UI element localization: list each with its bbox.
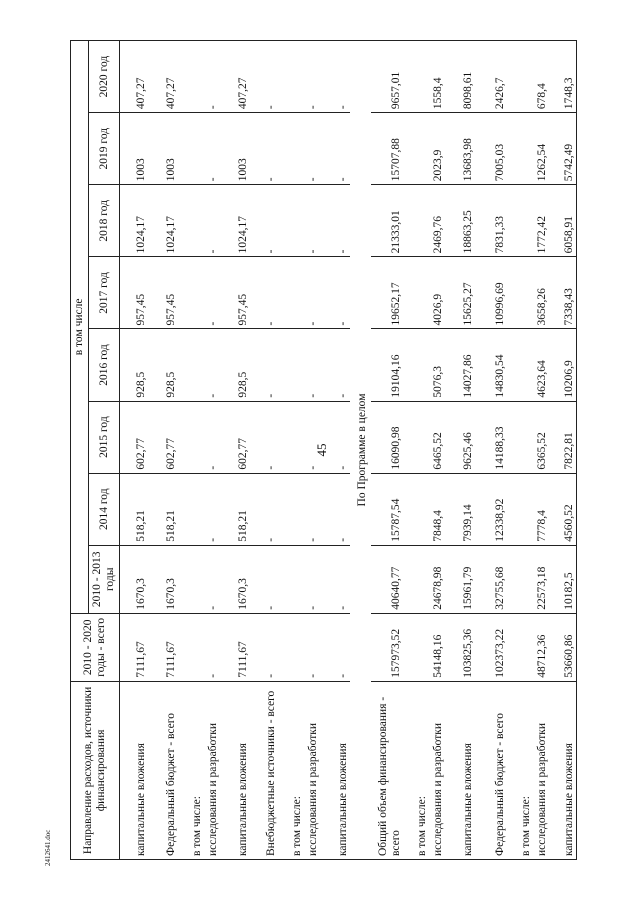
header-year: 2018 год [89,185,120,257]
cell-value [178,113,204,185]
cell-value: 16090,98 [371,401,403,473]
cell-value: 53660,86 [549,613,577,681]
row-label: капитальные вложения [320,681,350,859]
cell-value: 102373,22 [475,613,507,681]
cell-value: 407,27 [220,41,250,113]
header-year: 2010 - 2013 годы [89,545,120,613]
cell-value: 6465,52 [429,401,445,473]
cell-value: - [250,473,278,545]
cell-value [178,401,204,473]
cell-value: 678,4 [533,41,549,113]
header-year: 2016 год [89,329,120,401]
cell-value: 7822,81 [549,401,577,473]
cell-value [178,473,204,545]
row-label: Внебюджетные источники - всего [250,681,278,859]
header-year: 2014 год [89,473,120,545]
cell-value: - [304,257,320,329]
cell-value: - [250,41,278,113]
cell-value: 602,77 [220,401,250,473]
cell-value: 1748,3 [549,41,577,113]
cell-value: - [304,473,320,545]
row-label: капитальные вложения [445,681,475,859]
cell-value [278,613,304,681]
cell-value: - [250,545,278,613]
cell-value: 1670,3 [120,545,148,613]
cell-value: 957,45 [148,257,178,329]
cell-value [507,41,533,113]
cell-value: 19104,16 [371,329,403,401]
cell-value: 928,5 [220,329,250,401]
row-label: Федеральный бюджет - всего [148,681,178,859]
cell-value: 7848,4 [429,473,445,545]
cell-value [278,257,304,329]
row-label: капитальные вложения [220,681,250,859]
cell-value: 21333,01 [371,185,403,257]
cell-value [178,613,204,681]
cell-value: 1024,17 [148,185,178,257]
cell-value: 7778,4 [533,473,549,545]
cell-value: 10182,5 [549,545,577,613]
cell-value: 1670,3 [220,545,250,613]
cell-value: 6058,91 [549,185,577,257]
header-direction: Направление расходов, источники финансирования [71,681,120,859]
cell-value: 1772,42 [533,185,549,257]
cell-value [178,545,204,613]
cell-value [403,257,429,329]
cell-value: 957,45 [120,257,148,329]
table-header [71,41,120,860]
cell-value: 24678,98 [429,545,445,613]
cell-value: - [304,545,320,613]
cell-value [403,113,429,185]
row-label: в том числе: [278,681,304,859]
cell-value: - [304,41,320,113]
cell-value [403,41,429,113]
cell-value: 6365,52 [533,401,549,473]
cell-value: 5076,3 [429,329,445,401]
table-row [148,41,178,860]
cell-value: 1670,3 [148,545,178,613]
cell-value: 103825,36 [445,613,475,681]
cell-value: 15961,79 [445,545,475,613]
row-label: Федеральный бюджет - всего [475,681,507,859]
cell-value: - [250,329,278,401]
cell-value: 14830,54 [475,329,507,401]
cell-value: 14027,86 [445,329,475,401]
cell-value [178,257,204,329]
cell-value: - [250,257,278,329]
cell-value [178,329,204,401]
document-code: 2412641.doc [44,829,52,866]
table-row [475,41,507,860]
table-row [120,41,148,860]
cell-value: - [304,113,320,185]
cell-value: - [250,401,278,473]
cell-value: 13683,98 [445,113,475,185]
cell-value: 14188,33 [475,401,507,473]
cell-value: 1558,4 [429,41,445,113]
table-body [120,41,577,860]
cell-value: 407,27 [148,41,178,113]
cell-value: 12338,92 [475,473,507,545]
table-row [403,41,429,860]
table-row [304,41,320,860]
cell-value: 7939,14 [445,473,475,545]
cell-value [507,185,533,257]
cell-value: 7338,43 [549,257,577,329]
row-label: исследования и разработки [429,681,445,859]
cell-value: - [204,329,220,401]
cell-value: 48712,36 [533,613,549,681]
cell-value: 518,21 [220,473,250,545]
cell-value: - [204,185,220,257]
cell-value: 10996,69 [475,257,507,329]
row-label: в том числе: [507,681,533,859]
cell-value: 9625,46 [445,401,475,473]
cell-value: 602,77 [148,401,178,473]
row-label: исследования и разработки [204,681,220,859]
table-row [507,41,533,860]
cell-value: - [204,545,220,613]
cell-value: 18863,25 [445,185,475,257]
cell-value: - [204,613,220,681]
cell-value: 4026,9 [429,257,445,329]
cell-value [278,185,304,257]
header-incl-group: в том числе [71,41,89,614]
cell-value: 1003 [220,113,250,185]
table-row [220,41,250,860]
cell-value: 19652,17 [371,257,403,329]
cell-value [507,257,533,329]
table-row [371,41,403,860]
cell-value: 1024,17 [220,185,250,257]
row-label: в том числе: [403,681,429,859]
cell-value: 7831,33 [475,185,507,257]
cell-value: 957,45 [220,257,250,329]
cell-value [507,473,533,545]
table-row [178,41,204,860]
cell-value: - [304,185,320,257]
cell-value: 1003 [120,113,148,185]
cell-value: - [204,257,220,329]
row-label: капитальные вложения [120,681,148,859]
cell-value: 3658,26 [533,257,549,329]
cell-value [403,329,429,401]
cell-value [507,401,533,473]
cell-value: 1003 [148,113,178,185]
cell-value: 40640,77 [371,545,403,613]
cell-value [178,41,204,113]
cell-value [507,329,533,401]
row-label: исследования и разработки [304,681,320,859]
table-row [533,41,549,860]
cell-value [403,473,429,545]
cell-value: - [320,41,350,113]
cell-value: 15787,54 [371,473,403,545]
cell-value: - [304,613,320,681]
cell-value: 15707,88 [371,113,403,185]
cell-value: 32755,68 [475,545,507,613]
row-label: Общий объем финансирования - всего [371,681,403,859]
cell-value: 5742,49 [549,113,577,185]
cell-value [278,113,304,185]
cell-value: - [320,613,350,681]
cell-value: - [204,113,220,185]
table-row [549,41,577,860]
table-row [445,41,475,860]
cell-value [403,613,429,681]
cell-value: - [250,113,278,185]
cell-value: - [204,41,220,113]
cell-value: - [304,401,320,473]
section-row [350,41,371,860]
cell-value: - [204,473,220,545]
table-row [278,41,304,860]
cell-value: - [320,329,350,401]
cell-value: 15625,27 [445,257,475,329]
cell-value: - [304,329,320,401]
cell-value [278,473,304,545]
cell-value: 157973,52 [371,613,403,681]
cell-value: 8098,61 [445,41,475,113]
cell-value [278,41,304,113]
cell-value: - [250,613,278,681]
section-title: По Программе в целом [350,41,371,860]
cell-value [507,613,533,681]
cell-value: 2469,76 [429,185,445,257]
cell-value: 4623,64 [533,329,549,401]
page-number: 45 [314,443,329,457]
cell-value [403,185,429,257]
cell-value: 2023,9 [429,113,445,185]
table-row [320,41,350,860]
financing-table [70,40,577,860]
cell-value: 928,5 [148,329,178,401]
row-label: капитальные вложения [549,681,577,859]
cell-value: 1262,54 [533,113,549,185]
cell-value: 1024,17 [120,185,148,257]
header-year: 2017 год [89,257,120,329]
cell-value [178,185,204,257]
cell-value: 518,21 [120,473,148,545]
header-year: 2019 год [89,113,120,185]
cell-value [278,545,304,613]
cell-value: 928,5 [120,329,148,401]
cell-value: - [250,185,278,257]
header-year: 2015 год [89,401,120,473]
table-row [250,41,278,860]
cell-value [278,329,304,401]
cell-value: 518,21 [148,473,178,545]
cell-value: 7005,03 [475,113,507,185]
cell-value [507,545,533,613]
cell-value: - [320,473,350,545]
table-row [204,41,220,860]
cell-value: 22573,18 [533,545,549,613]
cell-value: 602,77 [120,401,148,473]
header-total: 2010 - 2020 годы - всего [71,613,120,681]
row-label: исследования и разработки [533,681,549,859]
cell-value: - [320,545,350,613]
cell-value: 4560,52 [549,473,577,545]
row-label: в том числе: [178,681,204,859]
cell-value: - [320,257,350,329]
cell-value: - [204,401,220,473]
rotated-table-container [70,40,575,860]
cell-value: 54148,16 [429,613,445,681]
cell-value [278,401,304,473]
cell-value [403,545,429,613]
cell-value: 407,27 [120,41,148,113]
table-row [429,41,445,860]
cell-value: 7111,67 [148,613,178,681]
header-year: 2020 год [89,41,120,113]
cell-value: 9657,01 [371,41,403,113]
cell-value [403,401,429,473]
cell-value [507,113,533,185]
cell-value: 7111,67 [120,613,148,681]
cell-value: - [320,185,350,257]
cell-value: - [320,113,350,185]
cell-value: 10206,9 [549,329,577,401]
cell-value: - [320,401,350,473]
cell-value: 7111,67 [220,613,250,681]
cell-value: 2426,7 [475,41,507,113]
